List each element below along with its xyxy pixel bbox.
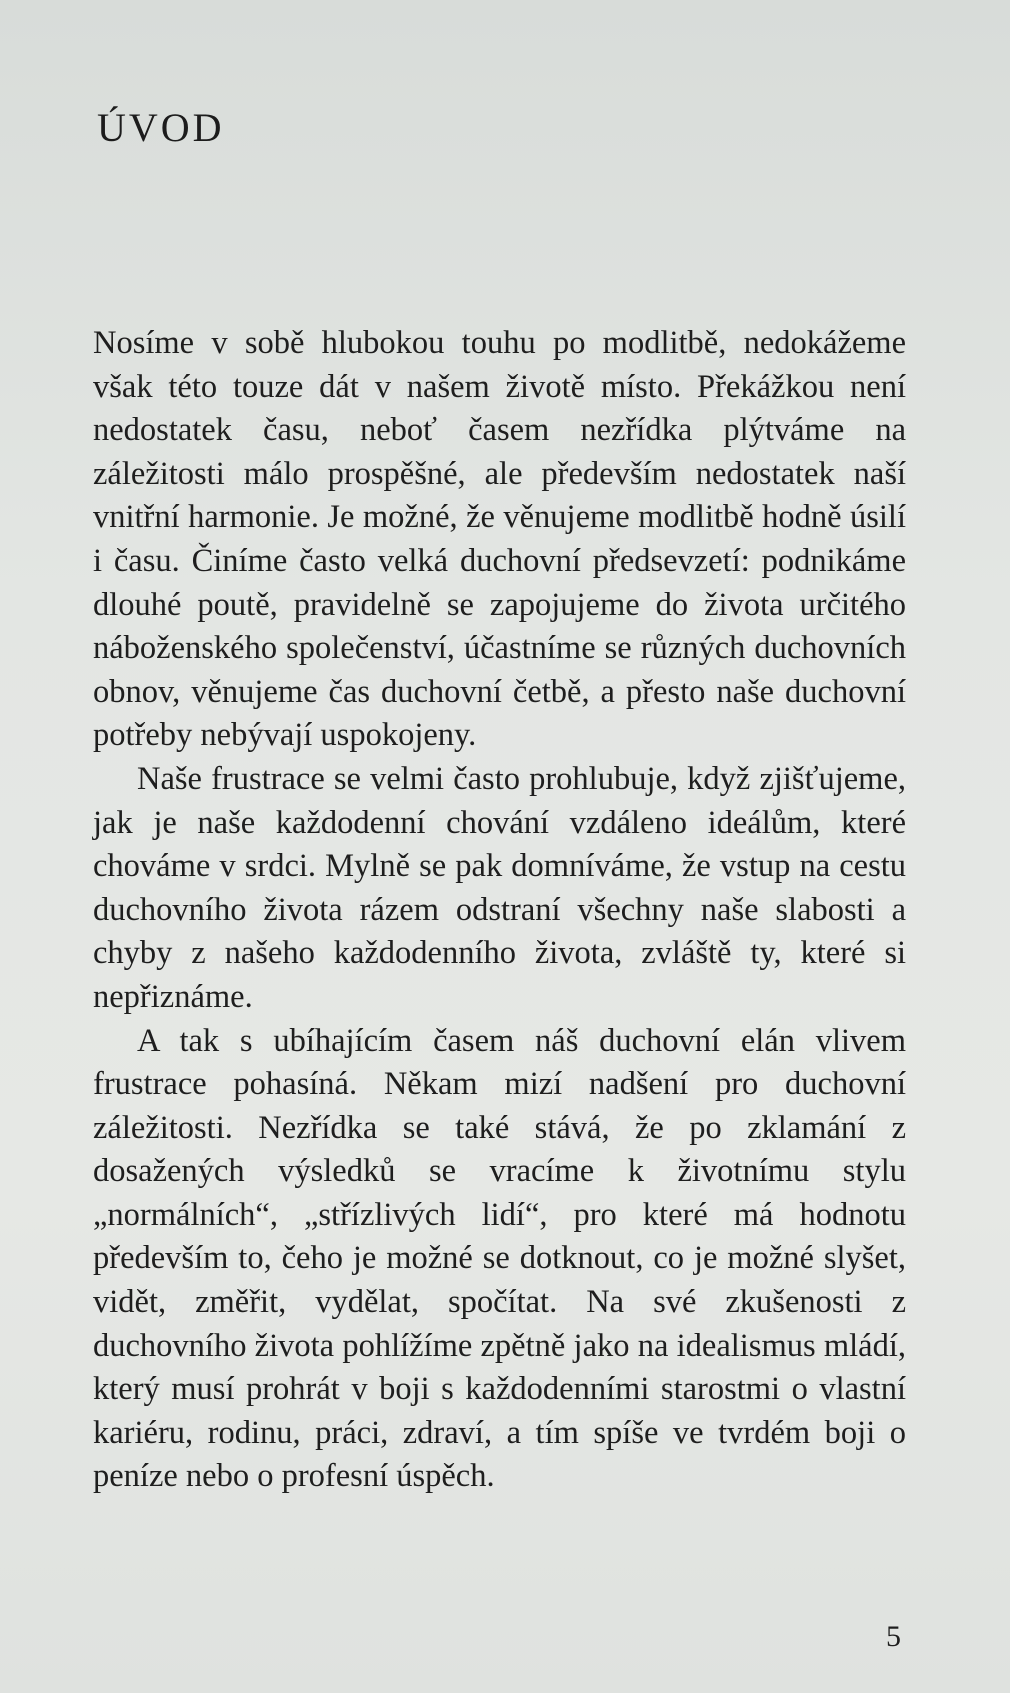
paragraph-1: Nosíme v sobě hlubokou touhu po modlitbě, nedokážeme však této touze dát v našem životě místo. Překážkou není nedostatek času, neboť časem nezřídka plýtváme na záležitosti málo prospěšné, ale především nedostatek naší vnitřní harmonie. Je možné, že věnujeme modlitbě hodně úsilí i času. Činíme často velká duchovní předsevzetí: podnikáme dlouhé poutě, pravidelně se zapojujeme do života určitého náboženského společenství, účastníme se různých duchovních obnov, věnujeme čas duchovní četbě, a přesto naše duchovní potřeby nebývají uspokojeny. [93, 325, 906, 754]
body-text [93, 322, 906, 1499]
chapter-title: ÚVOD [97, 105, 225, 150]
paragraph-2: Naše frustrace se velmi často prohlubuje, když zjišťujeme, jak je naše každodenní chování vzdáleno ideálům, které chováme v srdci. Mylně se pak domníváme, že vstup na cestu duchovního života rázem odstraní všechny naše slabosti a chyby z našeho každodenního života, zvláště ty, které si nepřiznáme. [93, 760, 906, 1015]
paragraph-3: A tak s ubíhajícím časem náš duchovní elán vlivem frustrace pohasíná. Někam mizí nadšení pro duchovní záležitosti. Nezřídka se také stává, že po zklamání z dosažených výsledků se vracíme k životnímu stylu „normálních“, „střízlivých lidí“, pro které má hodnotu především to, čeho je možné se dotknout, co je možné slyšet, vidět, změřit, vydělat, spočítat. Na své zkušenosti z duchovního života pohlížíme zpětně jako na idealismus mládí, který musí prohrát v boji s každodenními starostmi o vlastní kariéru, rodinu, práci, zdraví, a tím spíše ve tvrdém boji o peníze nebo o profesní úspěch. [93, 1022, 906, 1495]
page-number: 5 [886, 1620, 901, 1653]
